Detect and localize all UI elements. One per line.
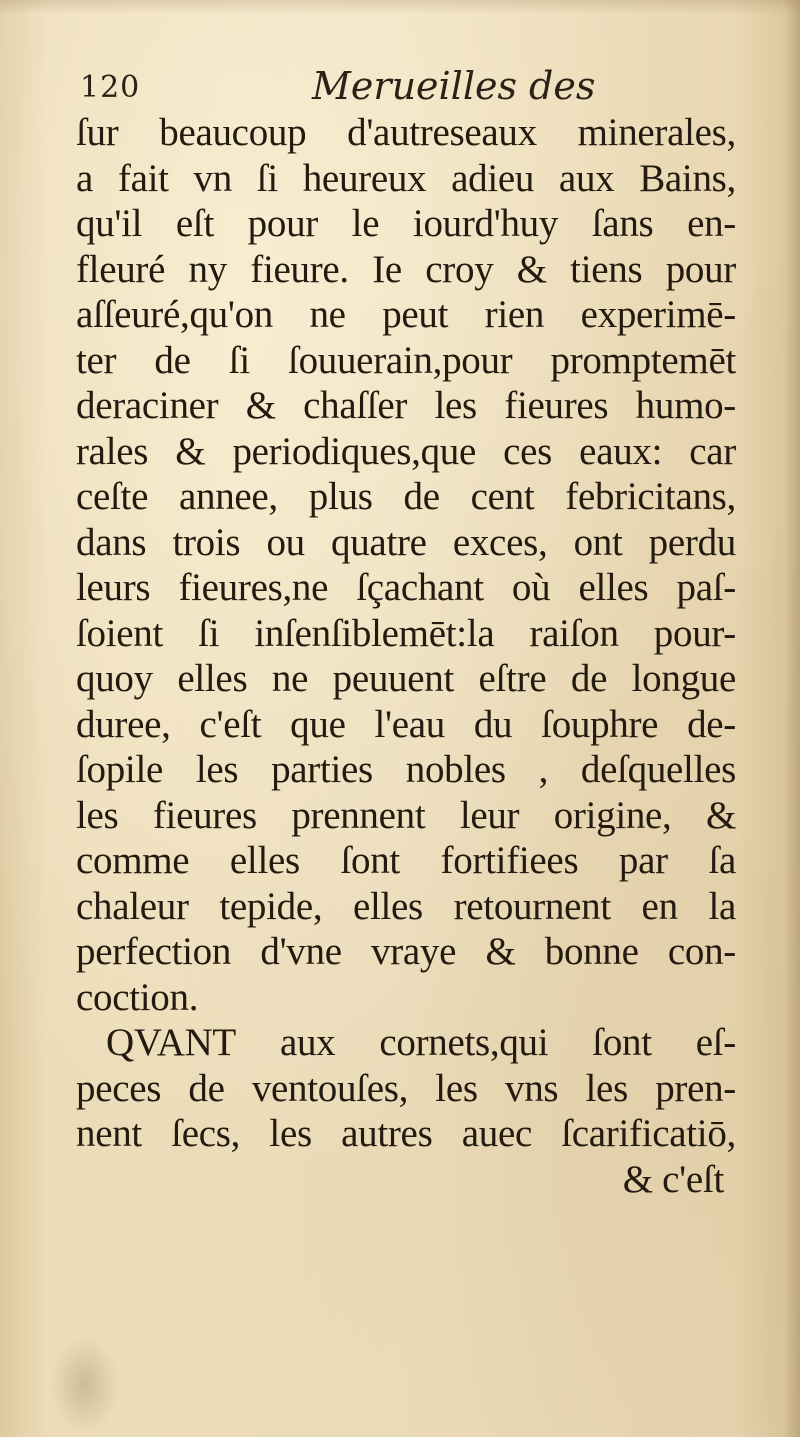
page-number: 120 <box>80 70 141 105</box>
text-line: chaleur tepide, elles retournent en la <box>76 884 736 928</box>
paragraph-start-line <box>76 1020 736 1066</box>
text-line: fleuré ny fieure. Ie croy & tiens pour <box>76 247 736 291</box>
text-line: leurs fieures,ne ſçachant où elles paſ- <box>76 566 736 609</box>
page-header <box>80 58 740 114</box>
text-line: aſſeuré,qu'on ne peut rien experimē- <box>76 293 736 336</box>
page-stain <box>50 1335 120 1435</box>
text-line: perfection d'vne vraye & bonne con- <box>76 930 736 973</box>
running-title: Merueilles des <box>312 64 596 108</box>
page-top-shadow <box>0 0 800 14</box>
text-line: comme elles ſont fortifiees par ſa <box>76 839 736 882</box>
text-line: coction. <box>76 975 199 1019</box>
text-line: nent ſecs, les autres auec ſcarificatiō, <box>76 1112 736 1155</box>
body-text <box>76 110 736 1202</box>
page-gutter-shadow <box>784 0 800 1437</box>
text-line: ter de ſi ſouuerain,pour promptemēt <box>76 338 736 382</box>
text-line: a fait vn ſi heureux adieu aux Bains, <box>76 156 736 200</box>
text-line: quoy elles ne peuuent eſtre de longue <box>76 657 736 700</box>
text-line-continuation: aux cornets,qui ſont eſ- <box>235 1021 736 1064</box>
paragraph-lead: QVANT <box>106 1021 236 1064</box>
text-line: duree, c'eſt que l'eau du ſouphre de- <box>76 702 736 746</box>
text-line: ſoient ſi inſenſiblemēt:la raiſon pour- <box>76 611 736 655</box>
text-line: deraciner & chaſſer les fieures humo- <box>76 384 736 427</box>
catchword: & c'eſt <box>622 1157 724 1201</box>
text-line: peces de ventouſes, les vns les pren- <box>76 1066 736 1110</box>
text-line: qu'il eſt pour le iourd'huy ſans en- <box>76 202 736 245</box>
text-line: les fieures prennent leur origine, & <box>76 793 736 837</box>
text-line: ceſte annee, plus de cent febricitans, <box>76 475 736 518</box>
text-line: ſur beaucoup d'autreseaux minerales, <box>76 111 736 154</box>
text-line: ſopile les parties nobles , deſquelles <box>76 748 736 791</box>
text-line: dans trois ou quatre exces, ont perdu <box>76 520 736 564</box>
text-line: rales & periodiques,que ces eaux: car <box>76 429 736 473</box>
